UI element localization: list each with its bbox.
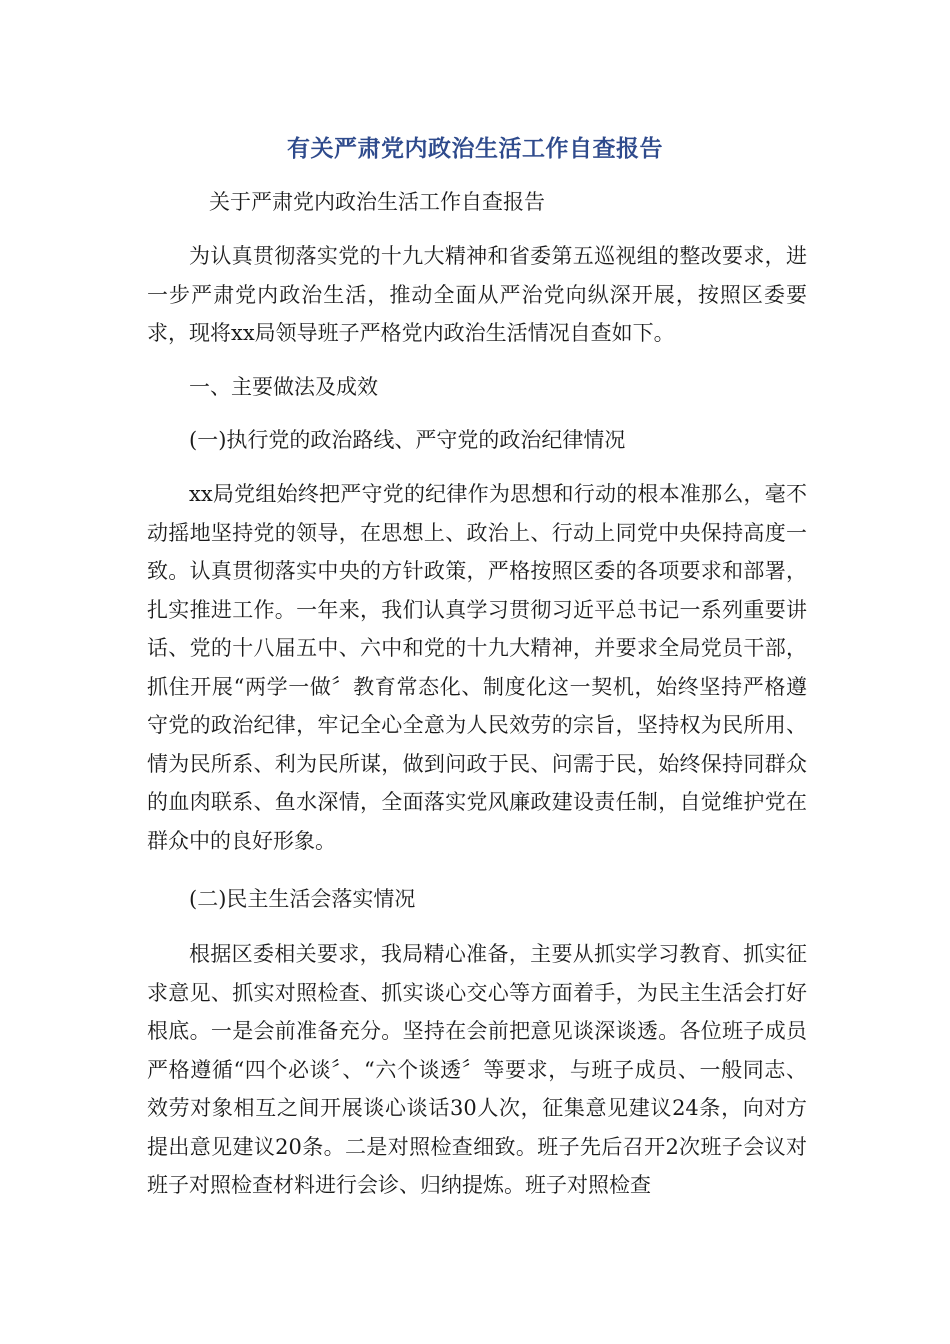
subsection-heading-democratic-life: (二)民主生活会落实情况 <box>189 887 416 911</box>
document-subtitle: 关于严肃党内政治生活工作自查报告 <box>209 190 545 214</box>
paragraph-democratic-life: 根据区委相关要求，我局精心准备，主要从抓实学习教育、抓实征求意见、抓实对照检查、抓实谈心交心等方面着手，为民主生活会打好根底。一是会前准备充分。坚持在会前把意见谈深谈透。各位班子成员严格遵循“四个必谈〞、“六个谈透〞等要求，与班子成员、一般同志、效劳对象相互之间开展谈心谈话30人次，征集意见建议24条，向对方提出意见建议20条。二是对照检查细致。班子先后召开2次班子会议对班子对照检查材料进行会诊、归纳提炼。班子对照检查 <box>147 942 807 1197</box>
subsection-heading-political-discipline: (一)执行党的政治路线、严守党的政治纪律情况 <box>189 428 626 452</box>
section-heading-main-practices: 一、主要做法及成效 <box>189 375 378 399</box>
paragraph-intro: 为认真贯彻落实党的十九大精神和省委第五巡视组的整改要求，进一步严肃党内政治生活，推动全面从严治党向纵深开展，按照区委要求，现将xx局领导班子严格党内政治生活情况自查如下。 <box>147 244 807 345</box>
document-title: 有关严肃党内政治生活工作自查报告 <box>287 136 663 162</box>
paragraph-political-discipline: xx局党组始终把严守党的纪律作为思想和行动的根本准那么，毫不动摇地坚持党的领导，在思想上、政治上、行动上同党中央保持高度一致。认真贯彻落实中央的方针政策，严格按照区委的各项要求和部署，扎实推进工作。一年来，我们认真学习贯彻习近平总书记一系列重要讲话、党的十八届五中、六中和党的十九大精神，并要求全局党员干部，抓住开展“两学一做〞教育常态化、制度化这一契机，始终坚持严格遵守党的政治纪律，牢记全心全意为人民效劳的宗旨，坚持权为民所用、情为民所系、利为民所谋，做到问政于民、问需于民，始终保持同群众的血肉联系、鱼水深情，全面落实党风廉政建设责任制，自觉维护党在群众中的良好形象。 <box>147 482 807 853</box>
